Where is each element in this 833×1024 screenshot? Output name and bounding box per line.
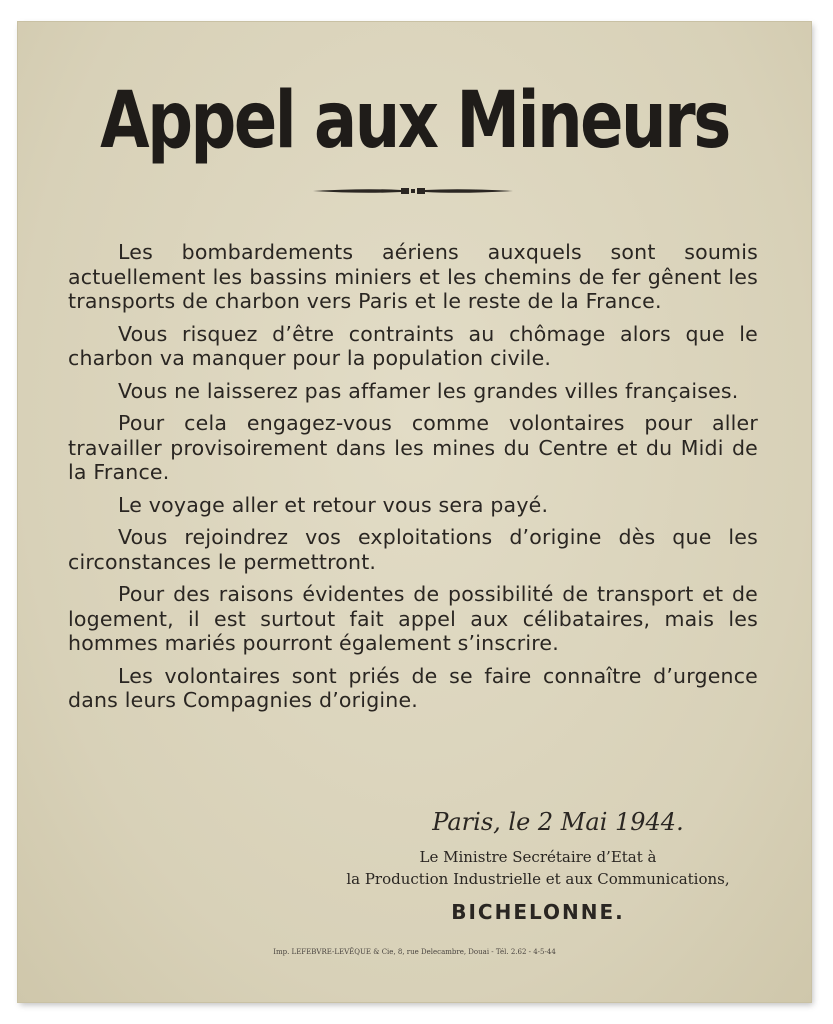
- minister-title-line-2: la Production Industrielle et aux Communications,: [346, 870, 730, 888]
- printer-imprint: Imp. LEFEBVRE-LEVÊQUE & Cie, 8, rue Delecambre, Douai - Tél. 2.62 - 4-5-44: [273, 948, 556, 956]
- paragraph: Vous ne laisserez pas affamer les grandes villes françaises.: [118, 378, 739, 403]
- signer-name: BICHELONNE.: [451, 900, 625, 924]
- paragraph: Le voyage aller et retour vous sera payé.: [118, 492, 549, 517]
- poster-body: [68, 240, 758, 721]
- paragraph: Vous rejoindrez vos exploitations d’origine dès que les circonstances le permettront.: [68, 525, 758, 574]
- paragraph: Vous risquez d’être contraints au chômage alors que le charbon va manquer pour la population civile.: [68, 321, 758, 370]
- signature-block: [318, 808, 758, 924]
- paragraph: Pour des raisons évidentes de possibilité de transport et de logement, il est surtout fait appel aux célibataires, mais les hommes mariés pourront également s’inscrire.: [68, 582, 758, 655]
- paragraph: Pour cela engagez-vous comme volontaires pour aller travailler provisoirement dans les mines du Centre et du Midi de la France.: [68, 411, 758, 484]
- poster: [18, 22, 811, 1002]
- ornament-divider-icon: [313, 184, 513, 198]
- paragraph: Les bombardements aériens auxquels sont soumis actuellement les bassins miniers et les chemins de fer gênent les transports de charbon vers Paris et le reste de la France.: [68, 240, 758, 313]
- poster-title: Appel aux Mineurs: [100, 76, 729, 166]
- place-date: Paris, le 2 Mai 1944.: [432, 808, 684, 836]
- paragraph: Les volontaires sont priés de se faire connaître d’urgence dans leurs Compagnies d’origine.: [68, 663, 758, 712]
- minister-title-line-1: Le Ministre Secrétaire d’Etat à: [419, 848, 657, 866]
